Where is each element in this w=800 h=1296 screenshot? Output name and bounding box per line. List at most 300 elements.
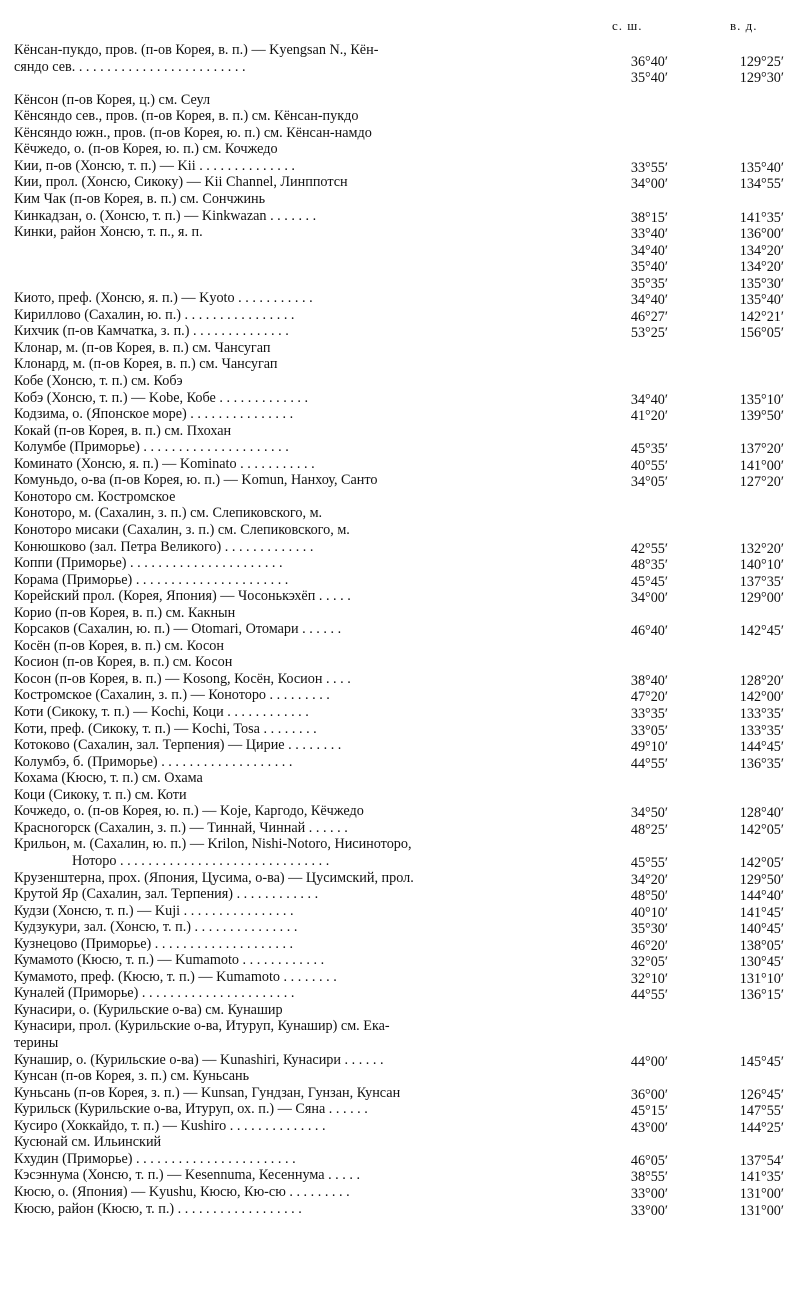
- entry-name: [14, 787, 604, 804]
- latitude-values: [606, 541, 668, 558]
- longitude-value: 137°20′: [739, 441, 784, 458]
- entry-text: Кумамото (Кюсю, т. п.) — Kumamoto . . . . . . . . . . . .: [14, 952, 325, 969]
- entry-name: [14, 1134, 604, 1151]
- latitude-value: 46°20′: [630, 937, 668, 954]
- longitude-values: [718, 888, 784, 905]
- longitude-values: [718, 1087, 784, 1104]
- entry-text-continuation: терины: [14, 1034, 59, 1051]
- longitude-values: [718, 872, 784, 889]
- longitude-value: 126°45′: [739, 1086, 784, 1103]
- latitude-values: [606, 1087, 668, 1104]
- longitude-values: [718, 1186, 784, 1203]
- latitude-value: 34°40′: [630, 391, 668, 408]
- longitude-value: 142°00′: [739, 689, 784, 706]
- longitude-value: 141°35′: [739, 1169, 784, 1186]
- entry-text: Корама (Приморье) . . . . . . . . . . . . . . . . . . . . . .: [14, 571, 289, 588]
- entry-name: [14, 125, 604, 142]
- longitude-value: 156°05′: [739, 325, 784, 342]
- longitude-value: 147°55′: [739, 1103, 784, 1120]
- latitude-value: 42°55′: [630, 540, 668, 557]
- entry-name: [14, 489, 604, 506]
- latitude-value: 32°10′: [630, 970, 668, 987]
- latitude-value: 34°40′: [630, 242, 668, 259]
- longitude-values: [718, 1169, 784, 1186]
- latitude-values: [606, 160, 668, 177]
- entry-name: [14, 224, 604, 241]
- entry-name: [14, 174, 604, 191]
- longitude-values: [718, 160, 784, 177]
- latitude-value: 35°30′: [630, 921, 668, 938]
- longitude-values: [718, 673, 784, 690]
- entry-name: [14, 588, 604, 605]
- entry-text: Колумбе (Приморье) . . . . . . . . . . . . . . . . . . . . .: [14, 439, 289, 456]
- entry-text: Кокай (п-ов Корея, в. п.) см. Пхохан: [14, 422, 232, 439]
- entry-name: [14, 820, 604, 837]
- entry-text: Кудзи (Хонсю, т. п.) — Kuji . . . . . . . . . . . . . . . .: [14, 902, 294, 919]
- latitude-value: 34°50′: [630, 805, 668, 822]
- entry-text: Коти, преф. (Сикоку, т. п.) — Kochi, Tosa . . . . . . . .: [14, 720, 317, 737]
- latitude-value: 48°50′: [630, 888, 668, 905]
- latitude-values: [606, 872, 668, 889]
- entry-text: Кобэ (Хонсю, т. п.) — Kobe, Кобе . . . . . . . . . . . . .: [14, 389, 309, 406]
- latitude-value: 48°35′: [630, 557, 668, 574]
- entry-text: Кириллово (Сахалин, ю. п.) . . . . . . . . . . . . . . . .: [14, 306, 295, 323]
- entry-text: Кобе (Хонсю, т. п.) см. Кобэ: [14, 373, 183, 389]
- longitude-value: 134°20′: [739, 242, 784, 259]
- latitude-value: 40°10′: [630, 904, 668, 921]
- longitude-value: 130°45′: [739, 954, 784, 971]
- latitude-value: 44°55′: [630, 987, 668, 1004]
- entry-text: Крутой Яр (Сахалин, зал. Терпения) . . . . . . . . . . . .: [14, 886, 319, 903]
- entry-name: [14, 539, 604, 556]
- entry-name: [14, 1118, 604, 1135]
- latitude-value: 46°40′: [630, 623, 668, 640]
- latitude-value: 36°40′: [630, 53, 668, 70]
- longitude-value: 136°35′: [739, 755, 784, 772]
- entry-name: [14, 1002, 604, 1019]
- entry-name: [14, 1101, 604, 1118]
- entry-text: Колумбэ, б. (Приморье) . . . . . . . . . . . . . . . . . . .: [14, 753, 293, 770]
- entry-text: Коноторо, м. (Сахалин, з. п.) см. Слепиковского, м.: [14, 505, 323, 522]
- longitude-values: [718, 938, 784, 955]
- entry-name: [14, 654, 604, 671]
- entry-name: [14, 340, 604, 357]
- longitude-value: 135°40′: [739, 159, 784, 176]
- entry-name: [14, 390, 604, 407]
- entry-text: Кёнсяндо сев., пров. (п-ов Корея, в. п.) см. Кёнсан-пукдо: [14, 108, 359, 125]
- latitude-value: 35°35′: [630, 275, 668, 292]
- entry-name: [14, 208, 604, 225]
- longitude-values: [718, 723, 784, 740]
- entry-text: Кусюнай см. Ильинский: [14, 1134, 162, 1151]
- entry-text: Кинкадзан, о. (Хонсю, т. п.) — Kinkwazan . . . . . . .: [14, 207, 317, 224]
- longitude-values: [718, 855, 784, 872]
- longitude-value: 139°50′: [739, 408, 784, 425]
- latitude-value: 33°55′: [630, 159, 668, 176]
- entry-text: Ким Чак (п-ов Корея, в. п.) см. Сончжинь: [14, 190, 266, 207]
- entry-name: [14, 1085, 604, 1102]
- longitude-value: 142°05′: [739, 821, 784, 838]
- entry-text: Коци (Сикоку, т. п.) см. Коти: [14, 786, 187, 803]
- entry-text: Киото, преф. (Хонсю, я. п.) — Kyoto . . . . . . . . . . .: [14, 290, 313, 307]
- longitude-values: [718, 987, 784, 1004]
- longitude-value: 135°40′: [739, 292, 784, 309]
- latitude-values: [606, 822, 668, 839]
- entry-name: [14, 870, 604, 887]
- entry-name: [14, 373, 604, 390]
- longitude-values: [718, 590, 784, 607]
- longitude-values: [718, 541, 784, 558]
- longitude-value: 141°45′: [739, 904, 784, 921]
- entry-text: Кии, прол. (Хонсю, Сикоку) — Kii Channel, Линппотсн: [14, 174, 348, 191]
- latitude-value: 40°55′: [630, 457, 668, 474]
- entry-name: [14, 952, 604, 969]
- entry-name: [14, 158, 604, 175]
- longitude-values: [718, 325, 784, 342]
- longitude-value: 131°10′: [739, 970, 784, 987]
- entry-name: [14, 886, 604, 903]
- entry-name: [14, 423, 604, 440]
- latitude-values: [606, 441, 668, 458]
- latitude-values: [606, 325, 668, 342]
- entry-text: Кэсэннума (Хонсю, т. п.) — Kesennuma, Кесеннума . . . . .: [14, 1167, 361, 1184]
- entry-name: [14, 605, 604, 622]
- longitude-values: [718, 822, 784, 839]
- entry-text: Коппи (Приморье) . . . . . . . . . . . . . . . . . . . . . .: [14, 555, 283, 572]
- entry-name: [14, 42, 604, 75]
- longitude-value: 133°35′: [739, 722, 784, 739]
- entry-text: Кёнсон (п-ов Корея, ц.) см. Сеул: [14, 91, 211, 108]
- latitude-value: 45°55′: [630, 854, 668, 871]
- entry-name: [14, 472, 604, 489]
- longitude-value: 134°20′: [739, 259, 784, 276]
- entry-text: Комуньдо, о-ва (п-ов Корея, ю. п.) — Komun, Нанхоу, Санто: [14, 472, 378, 489]
- longitude-value: 144°40′: [739, 888, 784, 905]
- longitude-values: [718, 971, 784, 988]
- entry-text: Куньсань (п-ов Корея, з. п.) — Kunsan, Гундзан, Гунзан, Кунсан: [14, 1084, 401, 1101]
- latitude-value: 53°25′: [630, 325, 668, 342]
- longitude-values: [718, 474, 784, 491]
- entry-name: [14, 721, 604, 738]
- entry-name: [14, 836, 604, 869]
- entry-name: [14, 671, 604, 688]
- entry-name: [14, 555, 604, 572]
- longitude-values: [718, 921, 784, 938]
- longitude-values: [718, 689, 784, 706]
- entry-text: Клонар, м. (п-ов Корея, в. п.) см. Чансугап: [14, 339, 271, 356]
- entry-name: [14, 572, 604, 589]
- entry-name: [14, 770, 604, 787]
- latitude-values: [606, 1186, 668, 1203]
- longitude-value: 140°45′: [739, 921, 784, 938]
- latitude-value: 33°00′: [630, 1202, 668, 1219]
- longitude-value: 133°35′: [739, 706, 784, 722]
- entry-name: [14, 290, 604, 307]
- entry-text: Кодзима, о. (Японское море) . . . . . . . . . . . . . . .: [14, 406, 294, 423]
- latitude-value: 35°40′: [630, 259, 668, 276]
- entry-text: Курильск (Курильские о-ва, Итуруп, ох. п.) — Сяна . . . . . .: [14, 1101, 368, 1118]
- longitude-value: 140°10′: [739, 557, 784, 574]
- latitude-values: [606, 987, 668, 1004]
- entry-text: Косион (п-ов Корея, в. п.) см. Косон: [14, 654, 233, 671]
- entry-name: [14, 621, 604, 638]
- entry-name: [14, 1184, 604, 1201]
- latitude-value: 49°10′: [630, 739, 668, 756]
- latitude-values: [606, 689, 668, 706]
- longitude-value: 144°45′: [739, 739, 784, 756]
- longitude-values: [718, 441, 784, 458]
- longitude-value: 136°00′: [739, 226, 784, 243]
- longitude-value: 145°45′: [739, 1053, 784, 1070]
- latitude-values: [606, 1054, 668, 1071]
- longitude-values: [718, 557, 784, 574]
- latitude-values: [606, 176, 668, 193]
- latitude-value: 33°40′: [630, 226, 668, 243]
- entry-name: [14, 969, 604, 986]
- latitude-values: [606, 590, 668, 607]
- longitude-values: [718, 805, 784, 822]
- longitude-values: [718, 574, 784, 591]
- latitude-values: [606, 210, 668, 227]
- longitude-value: 137°54′: [739, 1152, 784, 1169]
- longitude-value: 135°30′: [739, 275, 784, 292]
- latitude-values: [606, 805, 668, 822]
- entry-text: Корейский прол. (Корея, Япония) — Чосонькэхёп . . . . .: [14, 588, 351, 605]
- entry-text: Коноторо см. Костромское: [14, 488, 176, 505]
- latitude-values: [606, 408, 668, 425]
- entry-text: Кхудин (Приморье) . . . . . . . . . . . . . . . . . . . . . . .: [14, 1150, 296, 1167]
- latitude-values: [606, 938, 668, 955]
- longitude-values: [718, 392, 784, 409]
- longitude-values: [718, 1120, 784, 1137]
- entry-name: [14, 356, 604, 373]
- entry-text: Кюсю, район (Кюсю, т. п.) . . . . . . . . . . . . . . . . . .: [14, 1200, 302, 1217]
- longitude-value: 137°35′: [739, 573, 784, 590]
- entry-text: Косон (п-ов Корея, в. п.) — Kosong, Косён, Косион . . . .: [14, 670, 351, 687]
- latitude-column-header: с. ш.: [612, 18, 643, 33]
- entry-name: [14, 936, 604, 953]
- longitude-values: [718, 1054, 784, 1071]
- latitude-values: [606, 54, 668, 87]
- latitude-value: 34°00′: [630, 590, 668, 607]
- longitude-values: [718, 210, 784, 227]
- longitude-value: 128°20′: [739, 672, 784, 689]
- latitude-value: 33°00′: [630, 1185, 668, 1202]
- latitude-values: [606, 723, 668, 740]
- entry-name: [14, 903, 604, 920]
- longitude-values: [718, 226, 784, 292]
- longitude-value: 129°30′: [739, 70, 784, 87]
- latitude-value: 38°15′: [630, 209, 668, 226]
- longitude-value: 142°21′: [739, 308, 784, 325]
- entry-name: [14, 1167, 604, 1184]
- entry-text: Кохама (Кюсю, т. п.) см. Охама: [14, 770, 203, 787]
- entry-name: [14, 307, 604, 324]
- latitude-value: 35°40′: [630, 70, 668, 87]
- entry-text: Кёнсяндо южн., пров. (п-ов Корея, ю. п.) см. Кёнсан-намдо: [14, 124, 372, 141]
- latitude-value: 41°20′: [630, 408, 668, 425]
- entry-name: [14, 1018, 604, 1051]
- longitude-value: 128°40′: [739, 805, 784, 822]
- entry-name: [14, 687, 604, 704]
- entry-text: Красногорск (Сахалин, з. п.) — Тиннай, Чиннай . . . . . .: [14, 819, 348, 836]
- longitude-value: 141°35′: [739, 209, 784, 226]
- longitude-values: [718, 1103, 784, 1120]
- latitude-values: [606, 1169, 668, 1186]
- entry-text: Коти (Сикоку, т. п.) — Kochi, Коци . . . . . . . . . . . .: [14, 704, 309, 720]
- longitude-values: [718, 623, 784, 640]
- entry-name: [14, 406, 604, 423]
- entry-name: [14, 456, 604, 473]
- entry-text-continuation: сяндо сев. . . . . . . . . . . . . . . . . . . . . . . . .: [14, 58, 246, 75]
- latitude-values: [606, 292, 668, 309]
- latitude-value: 46°05′: [630, 1152, 668, 1169]
- latitude-value: 33°35′: [630, 706, 668, 722]
- latitude-value: 45°45′: [630, 573, 668, 590]
- latitude-values: [606, 1103, 668, 1120]
- latitude-value: 43°00′: [630, 1119, 668, 1136]
- entry-name: [14, 704, 604, 721]
- entry-name: [14, 985, 604, 1002]
- latitude-values: [606, 1153, 668, 1170]
- entry-text: Клонард, м. (п-ов Корея, в. п.) см. Чансугап: [14, 356, 278, 373]
- entry-text: Куналей (Приморье) . . . . . . . . . . . . . . . . . . . . . .: [14, 985, 295, 1002]
- latitude-value: 44°00′: [630, 1053, 668, 1070]
- longitude-value: 142°45′: [739, 623, 784, 640]
- entry-name: [14, 1151, 604, 1168]
- longitude-value: 138°05′: [739, 937, 784, 954]
- latitude-values: [606, 673, 668, 690]
- longitude-values: [718, 292, 784, 309]
- latitude-value: 44°55′: [630, 755, 668, 772]
- latitude-values: [606, 921, 668, 938]
- entry-text: Коноторо мисаки (Сахалин, з. п.) см. Слепиковского, м.: [14, 521, 350, 538]
- latitude-values: [606, 739, 668, 756]
- longitude-values: [718, 1203, 784, 1220]
- entry-text: Косён (п-ов Корея, в. п.) см. Косон: [14, 637, 224, 654]
- latitude-value: 48°25′: [630, 821, 668, 838]
- latitude-values: [606, 971, 668, 988]
- longitude-values: [718, 54, 784, 87]
- entry-text: Кумамото, преф. (Кюсю, т. п.) — Kumamoto . . . . . . . .: [14, 968, 337, 985]
- latitude-values: [606, 392, 668, 409]
- entry-text: Корио (п-ов Корея, в. п.) см. Какнын: [14, 604, 236, 621]
- entry-name: [14, 1052, 604, 1069]
- latitude-values: [606, 706, 668, 723]
- entry-text: Крузенштерна, прох. (Япония, Цусима, о-ва) — Цусимский, прол.: [14, 869, 414, 886]
- latitude-values: [606, 905, 668, 922]
- entry-text: Кунашир, о. (Курильские о-ва) — Kunashiri, Кунасири . . . . . .: [14, 1051, 384, 1068]
- latitude-values: [606, 557, 668, 574]
- longitude-values: [718, 458, 784, 475]
- entry-text: Котоково (Сахалин, зал. Терпения) — Цирие . . . . . . . .: [14, 737, 342, 754]
- longitude-column-header: в. д.: [730, 18, 758, 33]
- longitude-values: [718, 706, 784, 723]
- entry-name: [14, 522, 604, 539]
- entry-text: Кии, п-ов (Хонсю, т. п.) — Kii . . . . . . . . . . . . . .: [14, 157, 295, 174]
- entry-text: Костромское (Сахалин, з. п.) — Коноторо . . . . . . . . .: [14, 687, 330, 704]
- entry-name: [14, 638, 604, 655]
- latitude-value: 33°05′: [630, 722, 668, 739]
- longitude-values: [718, 756, 784, 773]
- latitude-values: [606, 458, 668, 475]
- longitude-value: 129°25′: [739, 53, 784, 70]
- latitude-value: 38°40′: [630, 672, 668, 689]
- longitude-value: 131°00′: [739, 1202, 784, 1219]
- latitude-values: [606, 888, 668, 905]
- entry-text: Кунасири, прол. (Курильские о-ва, Итуруп, Кунашир) см. Ека-: [14, 1018, 390, 1035]
- longitude-values: [718, 408, 784, 425]
- latitude-values: [606, 574, 668, 591]
- latitude-value: 34°20′: [630, 871, 668, 888]
- latitude-values: [606, 1120, 668, 1137]
- longitude-values: [718, 1153, 784, 1170]
- entry-text-continuation: Ноторо . . . . . . . . . . . . . . . . . . . . . . . . . . . . . .: [72, 852, 330, 869]
- longitude-value: 131°00′: [739, 1185, 784, 1202]
- latitude-values: [606, 309, 668, 326]
- entry-text: Кихчик (п-ов Камчатка, з. п.) . . . . . . . . . . . . . .: [14, 323, 289, 340]
- longitude-value: 142°05′: [739, 854, 784, 871]
- entry-name: [14, 1068, 604, 1085]
- latitude-values: [606, 954, 668, 971]
- longitude-values: [718, 905, 784, 922]
- entry-name: [14, 737, 604, 754]
- entry-text: Корсаков (Сахалин, ю. п.) — Otomari, Отомари . . . . . .: [14, 621, 342, 638]
- entry-text: Кусиро (Хоккайдо, т. п.) — Kushiro . . . . . . . . . . . . . .: [14, 1117, 326, 1134]
- longitude-value: 141°00′: [739, 457, 784, 474]
- entry-text: Кудзукури, зал. (Хонсю, т. п.) . . . . . . . . . . . . . . .: [14, 919, 298, 936]
- latitude-value: 34°05′: [630, 474, 668, 491]
- latitude-value: 36°00′: [630, 1086, 668, 1103]
- longitude-value: 129°00′: [739, 590, 784, 607]
- entry-name: [14, 323, 604, 340]
- entry-text: Крильон, м. (Сахалин, ю. п.) — Krilon, Nishi-Notoro, Нисиноторо,: [14, 836, 412, 853]
- latitude-value: 34°40′: [630, 292, 668, 309]
- latitude-value: 38°55′: [630, 1169, 668, 1186]
- entry-text: Конюшково (зал. Петра Великого) . . . . . . . . . . . . .: [14, 538, 314, 555]
- latitude-value: 34°00′: [630, 176, 668, 193]
- entry-text: Кунсан (п-ов Корея, з. п.) см. Куньсань: [14, 1068, 250, 1085]
- entry-text: Коминато (Хонсю, я. п.) — Kominato . . . . . . . . . . .: [14, 455, 315, 472]
- longitude-values: [718, 176, 784, 193]
- entry-name: [14, 191, 604, 208]
- latitude-value: 32°05′: [630, 954, 668, 971]
- latitude-value: 45°35′: [630, 441, 668, 458]
- longitude-values: [718, 739, 784, 756]
- longitude-value: 134°55′: [739, 176, 784, 193]
- entry-text: Кинки, район Хонсю, т. п., я. п.: [14, 224, 203, 241]
- latitude-value: 47°20′: [630, 689, 668, 706]
- entry-text: Кёнсан-пукдо, пров. (п-ов Корея, в. п.) — Kyengsan N., Кён-: [14, 42, 379, 58]
- entry-name: [14, 1201, 604, 1218]
- entry-name: [14, 108, 604, 125]
- entry-name: [14, 439, 604, 456]
- latitude-values: [606, 1203, 668, 1220]
- longitude-values: [718, 309, 784, 326]
- entry-text: Кюсю, о. (Япония) — Kyushu, Кюсю, Кю-сю . . . . . . . . .: [14, 1183, 350, 1200]
- longitude-value: 127°20′: [739, 474, 784, 491]
- longitude-values: [718, 954, 784, 971]
- longitude-value: 129°50′: [739, 871, 784, 888]
- longitude-value: 135°10′: [739, 391, 784, 408]
- latitude-values: [606, 855, 668, 872]
- latitude-values: [606, 474, 668, 491]
- longitude-value: 132°20′: [739, 540, 784, 557]
- entry-name: [14, 754, 604, 771]
- entry-text: Кузнецово (Приморье) . . . . . . . . . . . . . . . . . . . .: [14, 935, 294, 952]
- entry-name: [14, 803, 604, 820]
- entry-text: Кёчжедо, о. (п-ов Корея, ю. п.) см. Кочжедо: [14, 141, 278, 158]
